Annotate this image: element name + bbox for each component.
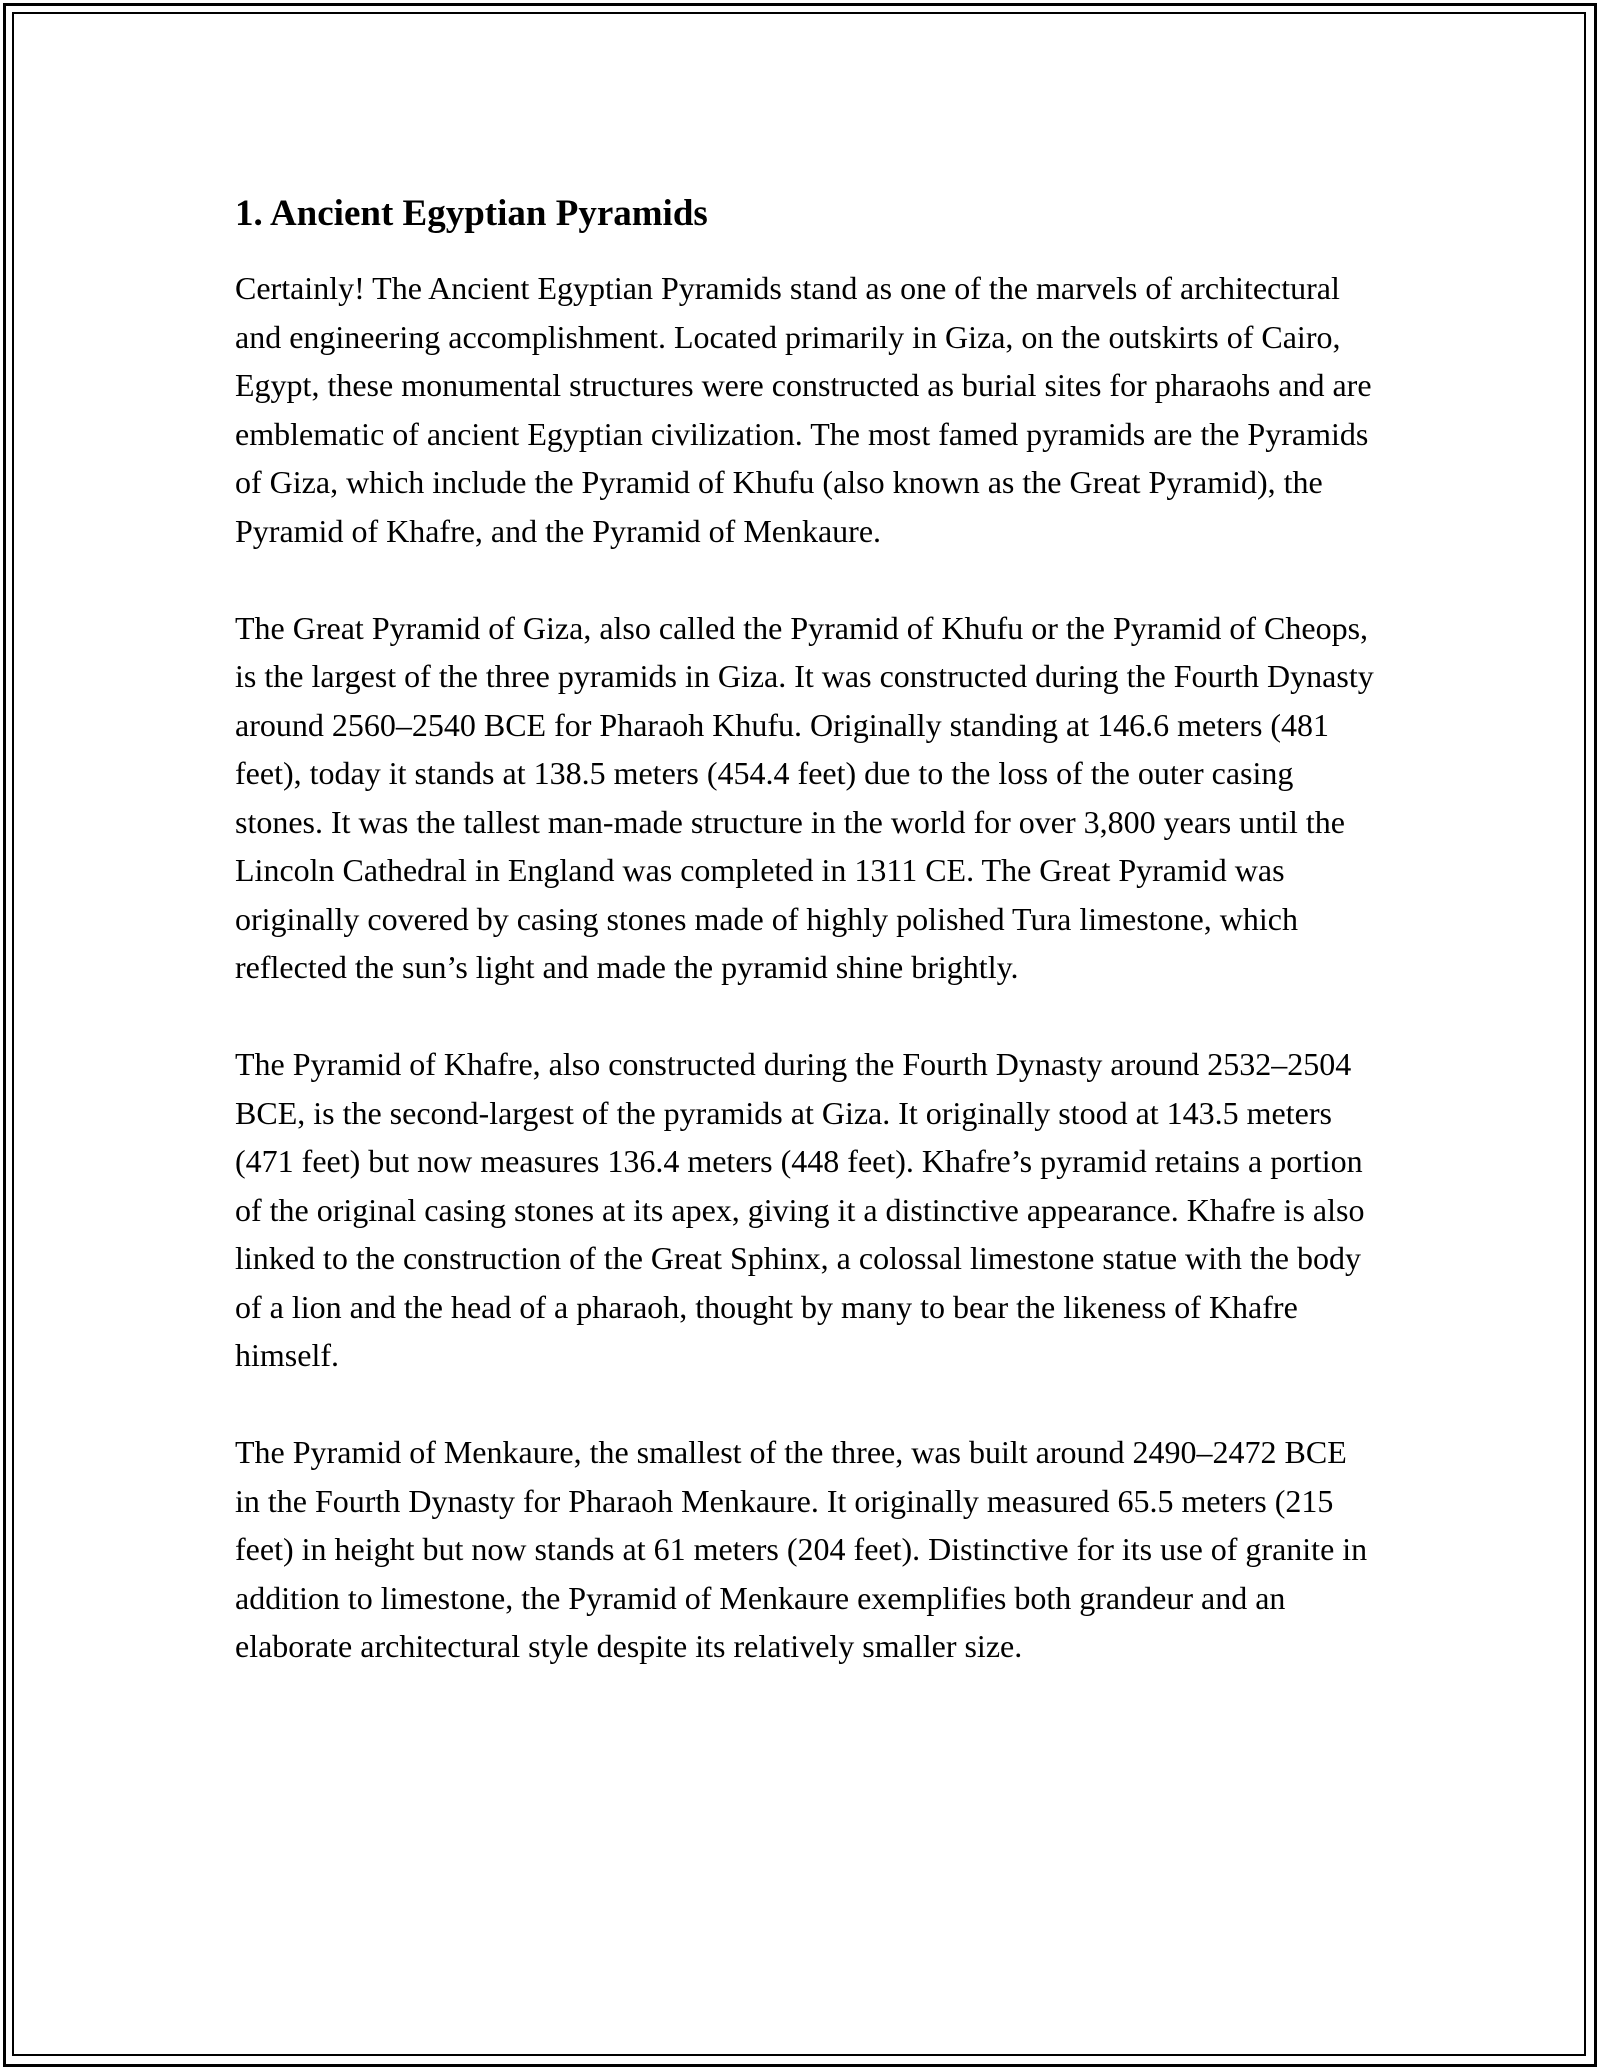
section-title: 1. Ancient Egyptian Pyramids [235, 193, 708, 234]
paragraph-menkaure: The Pyramid of Menkaure, the smallest of the three, was built around 2490–2472 BCE in the Fourth Dynasty for Pharaoh Menkaure. It originally measured 65.5 meters (215 feet) in height but now stands at 61 meters (204 feet). Distinctive for its use of granite in addition to limestone, the Pyramid of Menkaure exemplifies both grandeur and an elaborate architectural style despite its relatively smaller size. [235, 1434, 1368, 1664]
paragraph-great-pyramid: The Great Pyramid of Giza, also called the Pyramid of Khufu or the Pyramid of Cheops, is the largest of the three pyramids in Giza. It was constructed during the Fourth Dynasty around 2560–2540 BCE for Pharaoh Khufu. Originally standing at 146.6 meters (481 feet), today it stands at 138.5 meters (454.4 feet) due to the loss of the outer casing stones. It was the tallest man-made structure in the world for over 3,800 years until the Lincoln Cathedral in England was completed in 1311 CE. The Great Pyramid was originally covered by casing stones made of highly polished Tura limestone, which reflected the sun’s light and made the pyramid shine brightly. [235, 609, 1374, 985]
document-body [235, 186, 1375, 1719]
paragraph-intro: Certainly! The Ancient Egyptian Pyramids stand as one of the marvels of architectural and engineering accomplishment. Located primarily in Giza, on the outskirts of Cairo, Egypt, these monumental structures were constructed as burial sites for pharaohs and are emblematic of ancient Egyptian civilization. The most famed pyramids are the Pyramids of Giza, which include the Pyramid of Khufu (also known as the Great Pyramid), the Pyramid of Khafre, and the Pyramid of Menkaure. [235, 270, 1372, 549]
paragraph-khafre: The Pyramid of Khafre, also constructed during the Fourth Dynasty around 2532–2504 BCE, is the second-largest of the pyramids at Giza. It originally stood at 143.5 meters (471 feet) but now measures 136.4 meters (448 feet). Khafre’s pyramid retains a portion of the original casing stones at its apex, giving it a distinctive appearance. Khafre is also linked to the construction of the Great Sphinx, a colossal limestone statue with the body of a lion and the head of a pharaoh, thought by many to bear the likeness of Khafre himself. [235, 1046, 1365, 1373]
